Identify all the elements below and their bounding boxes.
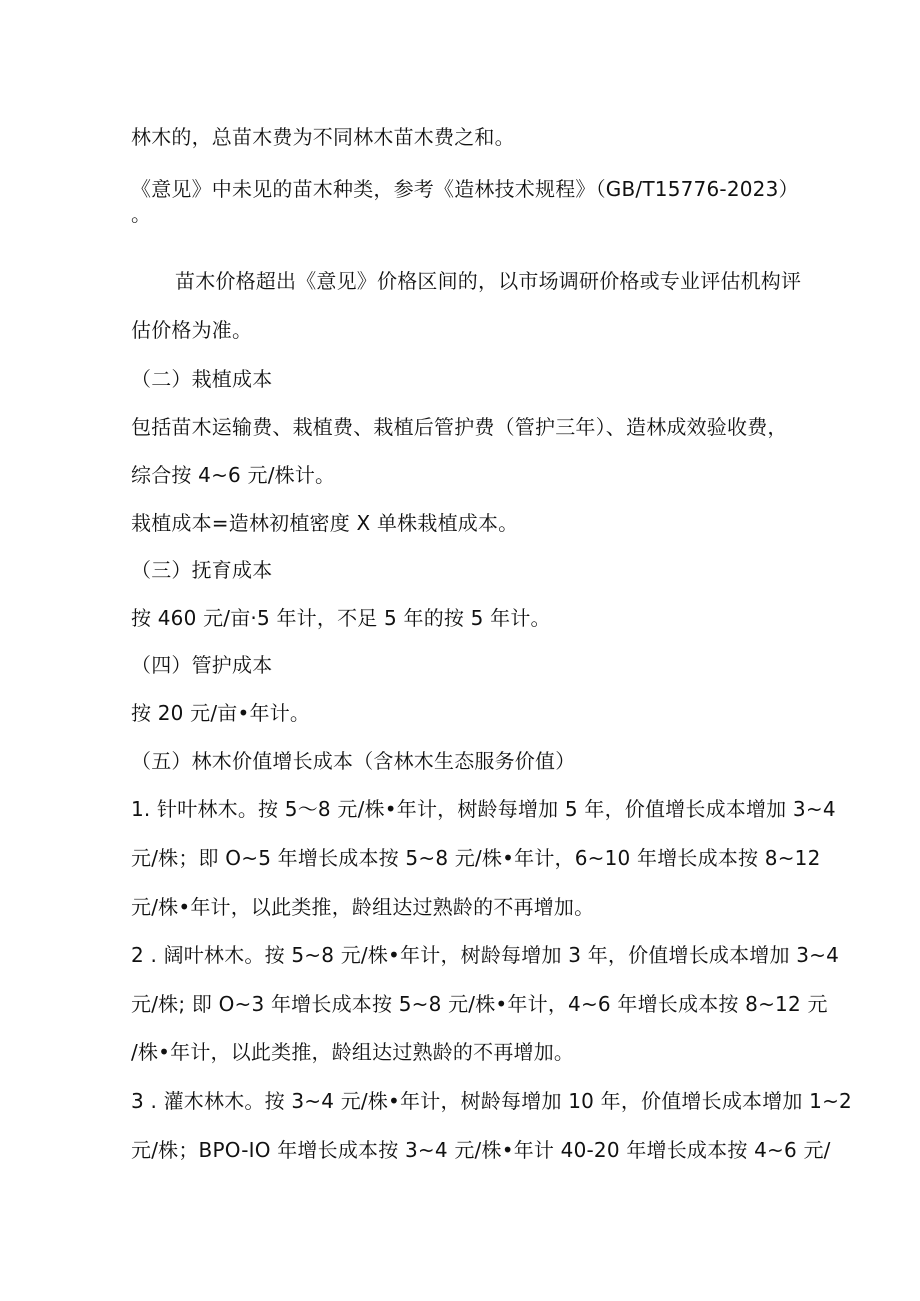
section-heading-05: （五）林木价值增长成本（含林木生态服务价值） [131, 749, 576, 773]
text-line-02: 《意见》中未见的苗木种类，参考《造林技术规程》（GB/T15776-2023） [131, 177, 799, 201]
text-line-04: 苗木价格超出《意见》价格区间的，以市场调研价格或专业评估机构评 [175, 269, 802, 293]
text-line-13: 按 20 元/亩•年计。 [131, 701, 311, 725]
text-line-21: 3 . 灌木林木。按 3~4 元/株•年计，树龄每增加 10 年，价值增长成本增加 1~2 [131, 1089, 852, 1113]
text-line-20: /株•年计，以此类推，龄组达过熟龄的不再增加。 [131, 1040, 575, 1064]
text-line-19: 元/株; 即 O~3 年增长成本按 5~8 元/株•年计，4~6 年增长成本按 8~12 元 [131, 992, 828, 1016]
text-line-17: 元/株•年计，以此类推，龄组达过熟龄的不再增加。 [131, 895, 595, 919]
section-heading-02: （二）栽植成本 [131, 367, 273, 391]
text-line-16: 元/株；即 O~5 年增长成本按 5~8 元/株•年计，6~10 年增长成本按 8~12 [131, 846, 821, 870]
text-line-03: 。 [131, 202, 152, 226]
text-line-08: 综合按 4~6 元/株计。 [131, 463, 336, 487]
text-line-18: 2 . 阔叶林木。按 5~8 元/株•年计，树龄每增加 3 年，价值增长成本增加 3~4 [131, 943, 840, 967]
text-line-11: 按 460 元/亩·5 年计，不足 5 年的按 5 年计。 [131, 606, 551, 630]
text-line-07: 包括苗木运输费、栽植费、栽植后管护费（管护三年）、造林成效验收费， [131, 415, 788, 439]
section-heading-04: （四）管护成本 [131, 653, 273, 677]
text-line-01: 林木的，总苗木费为不同林木苗木费之和。 [131, 125, 515, 149]
section-heading-03: （三）抚育成本 [131, 558, 273, 582]
text-line-15: 1. 针叶林木。按 5～8 元/株•年计，树龄每增加 5 年，价值增长成本增加 3~4 [131, 797, 836, 821]
text-line-22: 元/株；BPO-IO 年增长成本按 3~4 元/株•年计 40-20 年增长成本按 4~6 元/ [131, 1138, 831, 1162]
text-line-09: 栽植成本=造林初植密度 X 单株栽植成本。 [131, 511, 519, 535]
text-line-05: 估价格为准。 [131, 318, 253, 342]
